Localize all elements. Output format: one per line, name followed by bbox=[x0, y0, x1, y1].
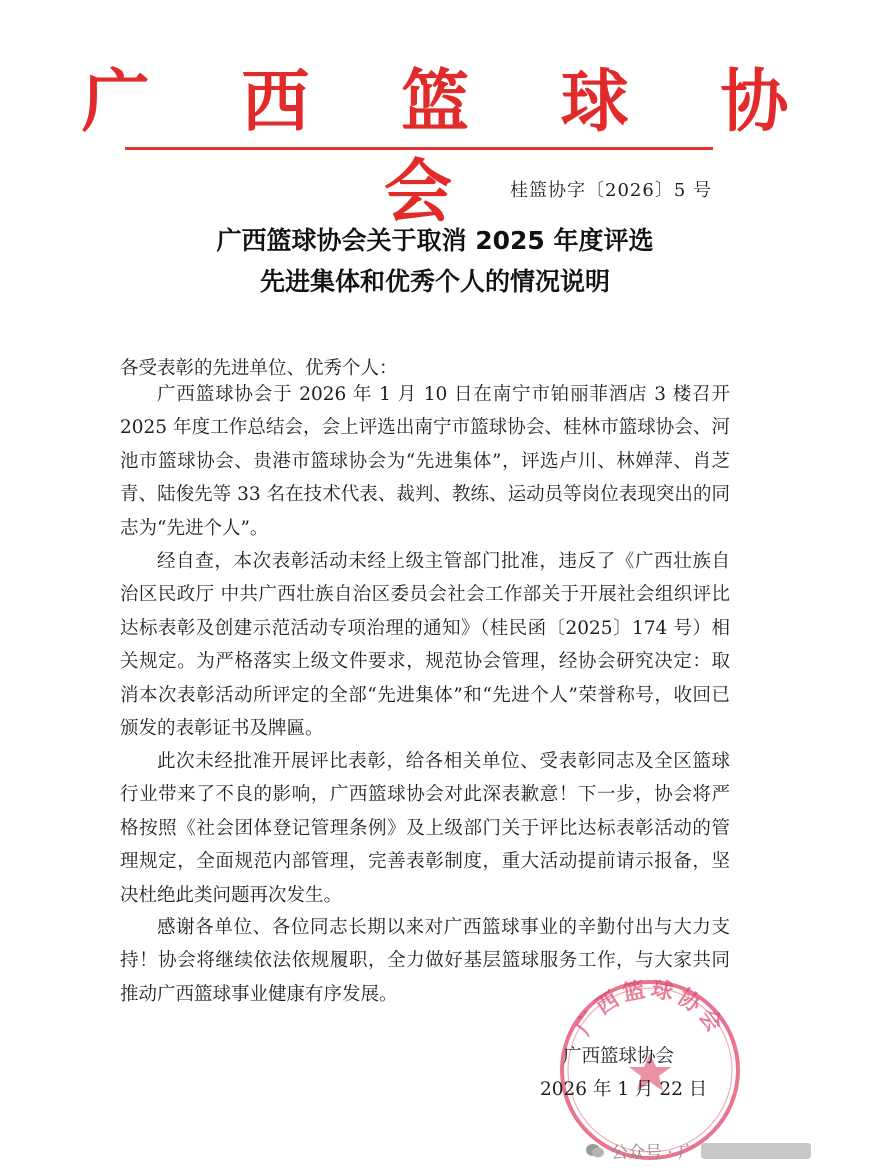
watermark-blurred-text bbox=[701, 1143, 811, 1159]
seal-text: 广西篮球协会 bbox=[571, 977, 729, 1041]
signature-org: 广西篮球协会 bbox=[563, 1046, 675, 1067]
watermark-label: 公众号 · 广 bbox=[611, 1143, 696, 1163]
body-paragraph-2: 经自查，本次表彰活动未经上级主管部门批准，违反了《广西壮族自治区民政厅 中共广西壮族自治区委员会社会工作部关于开展社会组织评比达标表彰及创建示范活动专项治理的通知》（桂民函〔2025〕174 号）相关规定。为严格落实上级文件要求，规范协会管理，经协会研究决定：取消本次表彰活动所评定的全部“先进集体”和“先进个人”荣誉称号，收回已颁发的表彰证书及牌匾。 bbox=[120, 551, 730, 740]
official-seal bbox=[555, 975, 745, 1165]
document-number: 桂篮协字〔2026〕5 号 bbox=[510, 180, 712, 201]
watermark bbox=[585, 1138, 811, 1163]
signature-date: 2026 年 1 月 22 日 bbox=[540, 1079, 708, 1100]
body-paragraph-3: 此次未经批准开展评比表彰，给各相关单位、受表彰同志及全区篮球行业带来了不良的影响，广西篮球协会对此深表歉意！下一步，协会将严格按照《社会团体登记管理条例》及上级部门关于评比达标表彰活动的管理规定，全面规范内部管理，完善表彰制度，重大活动提前请示报备，坚决杜绝此类问题再次发生。 bbox=[120, 751, 730, 906]
document-title-line-2: 先进集体和优秀个人的情况说明 bbox=[259, 267, 610, 296]
document-title-line-1: 广西篮球协会关于取消 2025 年度评选 bbox=[216, 226, 654, 255]
salutation: 各受表彰的先进单位、优秀个人： bbox=[120, 358, 398, 379]
svg-text:广西篮球协会 bbox=[570, 976, 729, 1040]
wechat-icon bbox=[585, 1143, 605, 1159]
body-paragraph-4: 感谢各单位、各位同志长期以来对广西篮球事业的辛勤付出与大力支持！协会将继续依法依规履职，全力做好基层篮球服务工作，与大家共同推动广西篮球事业健康有序发展。 bbox=[120, 917, 730, 1005]
letterhead-divider bbox=[125, 147, 713, 150]
letterhead-org-name: 广 西 篮 球 协 会 bbox=[81, 63, 823, 232]
body-paragraph-1: 广西篮球协会于 2026 年 1 月 10 日在南宁市铂丽菲酒店 3 楼召开 2025 年度工作总结会，会上评选出南宁市篮球协会、桂林市篮球协会、河池市篮球协会、贵港市篮球协会为“先进集体”，评选卢川、林婵萍、肖芝青、陆俊先等 33 名在技术代表、裁判、教练、运动员等岗位表现突出的同志为“先进个人”。 bbox=[120, 384, 730, 539]
